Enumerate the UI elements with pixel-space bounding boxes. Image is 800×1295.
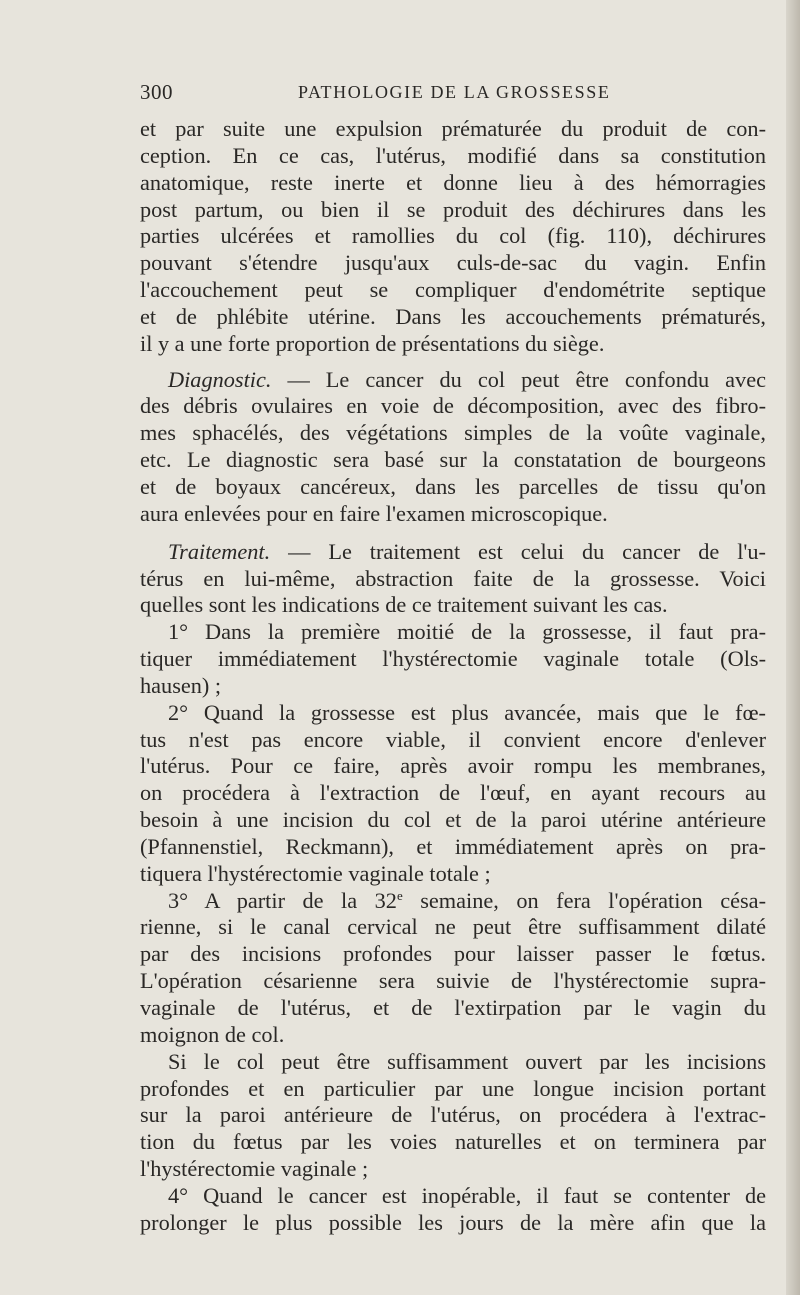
text-line: térus en lui-même, abstraction faite de la grossesse. Voici xyxy=(140,565,766,591)
text-line: etc. Le diagnostic sera basé sur la constatation de bourgeons xyxy=(140,447,766,473)
text-line: l'utérus. Pour ce faire, après avoir rompu les membranes, xyxy=(140,753,766,779)
text-line: sur la paroi antérieure de l'utérus, on procédera à l'extrac- xyxy=(140,1102,766,1128)
text-line: moignon de col. xyxy=(140,1021,285,1047)
text-line: et de phlébite utérine. Dans les accouchements prématurés, xyxy=(140,303,766,329)
page-number: 300 xyxy=(140,80,173,104)
text-line: ception. En ce cas, l'utérus, modifié dans sa constitution xyxy=(140,142,766,168)
superscript: e xyxy=(396,887,403,903)
running-head: PATHOLOGIE DE LA GROSSESSE xyxy=(298,82,611,102)
text-line: prolonger le plus possible les jours de la mère afin que la xyxy=(140,1209,766,1235)
text-span: semaine, on fera l'opération césa- xyxy=(402,887,766,913)
diagnostic-first-line xyxy=(140,367,766,394)
text-line: tiquer immédiatement l'hystérectomie vaginale totale (Ols- xyxy=(140,646,766,672)
text-line: et par suite une expulsion prématurée du produit de con- xyxy=(140,116,766,141)
text-line: profondes et en particulier par une longue incision portant xyxy=(140,1075,766,1101)
text-span: — Le cancer du col peut être confondu avec xyxy=(271,366,766,392)
text-line: quelles sont les indications de ce traitement suivant les cas. xyxy=(140,592,668,618)
text-line: 4° Quand le cancer est inopérable, il faut se contenter de xyxy=(168,1182,766,1208)
text-line: mes sphacélés, des végétations simples de la voûte vaginale, xyxy=(140,420,766,446)
text-span: 3° A partir de la 32 xyxy=(168,887,397,913)
text-line: il y a une forte proportion de présentations du siège. xyxy=(140,330,605,356)
text-span: — Le traitement est celui du cancer de l'u- xyxy=(270,538,766,564)
text-line: anatomique, reste inerte et donne lieu à des hémorragies xyxy=(140,169,766,195)
text-line: rienne, si le canal cervical ne peut être suffisamment dilaté xyxy=(140,914,766,940)
text-line: l'accouchement peut se compliquer d'endométrite septique xyxy=(140,277,766,303)
text-line: pouvant s'étendre jusqu'aux culs-de-sac du vagin. Enfin xyxy=(140,250,766,276)
text-line: post partum, ou bien il se produit des déchirures dans les xyxy=(140,196,766,222)
text-line: L'opération césarienne sera suivie de l'hystérectomie supra- xyxy=(140,968,766,994)
text-line: tiquera l'hystérectomie vaginale totale ; xyxy=(140,860,491,886)
text-line: tion du fœtus par les voies naturelles et on terminera par xyxy=(140,1129,766,1155)
traitement-first-line xyxy=(140,539,766,566)
text-line: (Pfannenstiel, Reckmann), et immédiatement après on pra- xyxy=(140,833,766,859)
text-line: Si le col peut être suffisamment ouvert par les incisions xyxy=(168,1048,766,1074)
text-line: hausen) ; xyxy=(140,672,222,698)
item3-first-line xyxy=(140,888,766,915)
text-line: des débris ovulaires en voie de décomposition, avec des fibro- xyxy=(140,393,766,419)
text-line: aura enlevées pour en faire l'examen microscopique. xyxy=(140,500,608,526)
body-text xyxy=(140,116,766,1237)
text-line: 2° Quand la grossesse est plus avancée, mais que le fœ- xyxy=(168,699,766,725)
traitement-heading: Traitement. xyxy=(168,538,271,564)
text-line: l'hystérectomie vaginale ; xyxy=(140,1156,369,1182)
text-line: et de boyaux cancéreux, dans les parcelles de tissu qu'on xyxy=(140,473,766,499)
text-line: tus n'est pas encore viable, il convient encore d'enlever xyxy=(140,726,766,752)
text-line: on procédera à l'extraction de l'œuf, en ayant recours au xyxy=(140,780,766,806)
text-line: par des incisions profondes pour laisser passer le fœtus. xyxy=(140,941,766,967)
text-line: 1° Dans la première moitié de la grossesse, il faut pra- xyxy=(168,619,766,645)
text-line: vaginale de l'utérus, et de l'extirpation par le vagin du xyxy=(140,995,766,1020)
page-header xyxy=(140,80,660,110)
page-edge xyxy=(786,0,800,1295)
text-line: besoin à une incision du col et de la paroi utérine antérieure xyxy=(140,807,766,833)
diagnostic-heading: Diagnostic. xyxy=(168,366,272,392)
text-line: parties ulcérées et ramollies du col (fig. 110), déchirures xyxy=(140,223,766,249)
